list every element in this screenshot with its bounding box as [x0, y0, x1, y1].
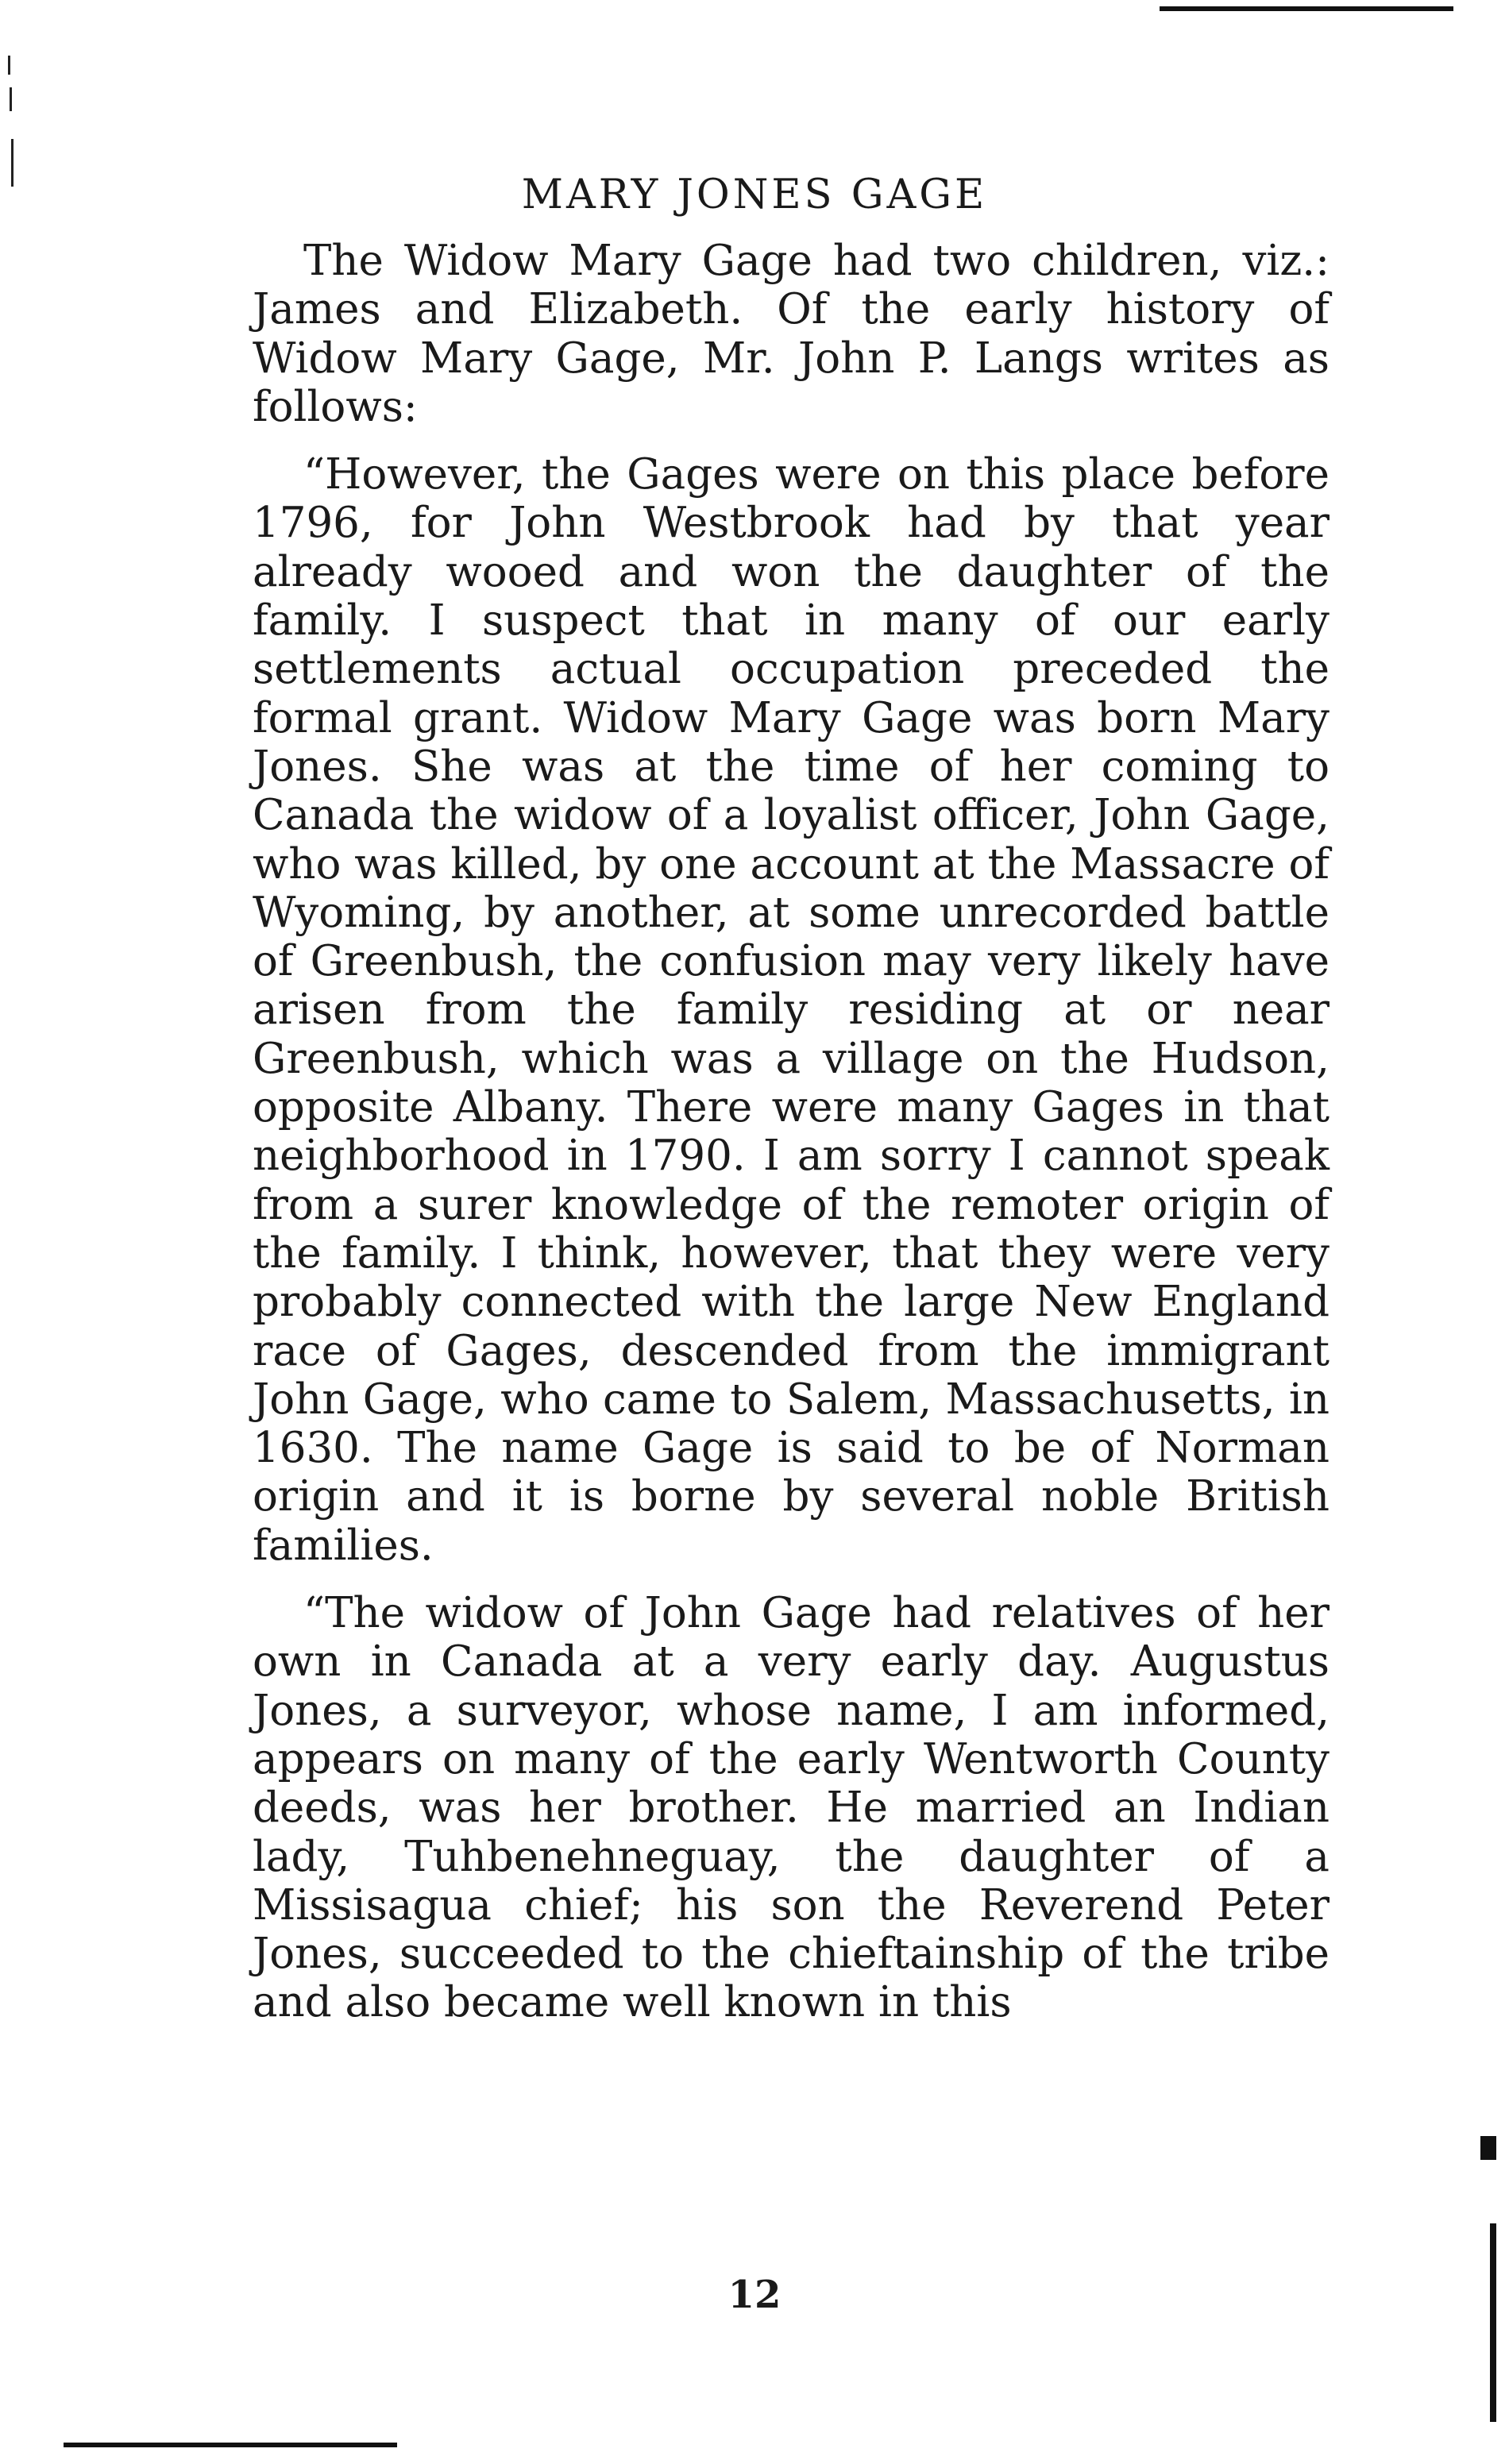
page-number: 12 [727, 2273, 782, 2317]
body-text [253, 237, 1330, 2027]
paragraph: “However, the Gages were on this place before 1796, for John Westbrook had by that year already wooed and won the daughter of the family. I suspect that in many of our early settlements actual occupation preceded the formal grant. Widow Mary Gage was born Mary Jones. She was at the time of her coming to Canada the widow of a loyalist officer, John Gage, who was killed, by one account at the Massacre of Wyoming, by another, at some unrecorded battle of Greenbush, the confusion may very likely have arisen from the family residing at or near Greenbush, which was a village on the Hudson, opposite Albany. There were many Gages in that neighborhood in 1790. I am sorry I cannot speak from a surer knowledge of the remoter origin of the family. I think, however, that they were very probably connected with the large New England race of Gages, descended from the immigrant John Gage, who came to Salem, Massachusetts, in 1630. The name Gage is said to be of Norman origin and it is borne by several noble British families. [253, 450, 1330, 1570]
scan-margin-mark [8, 56, 10, 75]
paragraph: The Widow Mary Gage had two children, viz.: James and Elizabeth. Of the early history of Widow Mary Gage, Mr. John P. Langs writes as follows: [253, 237, 1330, 431]
scan-border-bottom [64, 2443, 397, 2447]
scan-margin-mark [10, 87, 12, 111]
paragraph: “The widow of John Gage had relatives of her own in Canada at a very early day. Augustus Jones, a surveyor, whose name, I am informed, appears on many of the early Wentworth County deeds, was her brother. He married an Indian lady, Tuhbenehneguay, the daughter of a Missisagua chief; his son the Reverend Peter Jones, succeeded to the chieftainship of the tribe and also became well known in this [253, 1589, 1330, 2027]
page-title: MARY JONES GAGE [521, 172, 988, 218]
scan-border-top [1160, 6, 1453, 11]
scan-margin-mark [1490, 2223, 1496, 2422]
scan-margin-mark [1480, 2136, 1496, 2160]
